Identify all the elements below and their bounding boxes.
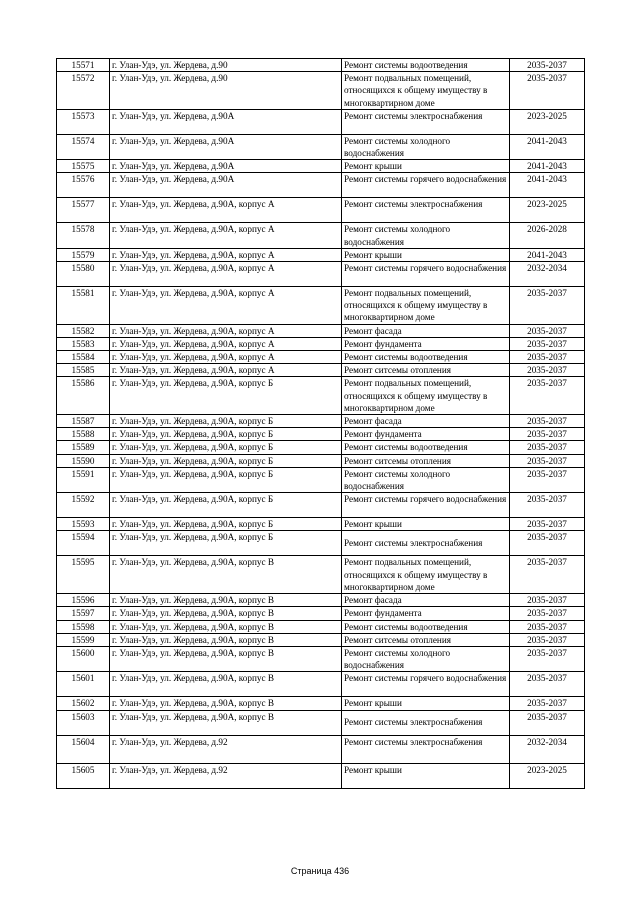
row-work-type: Ремонт системы водоотведения	[342, 59, 510, 72]
row-work-type: Ремонт системы горячего водоснабжения	[342, 672, 510, 697]
row-work-type: Ремонт системы электроснабжения	[342, 109, 510, 134]
row-id: 15581	[57, 287, 110, 325]
row-period: 2035-2037	[510, 672, 585, 697]
row-id: 15589	[57, 441, 110, 454]
row-period: 2035-2037	[510, 467, 585, 492]
row-period: 2023-2025	[510, 763, 585, 788]
row-period: 2032-2034	[510, 262, 585, 287]
row-period: 2035-2037	[510, 646, 585, 671]
row-id: 15580	[57, 262, 110, 287]
row-address: г. Улан-Удэ, ул. Жердева, д.90А, корпус Б	[110, 493, 342, 518]
table-row	[57, 134, 585, 159]
row-work-type: Ремонт подвальных помещений, относящихся к общему имуществу в многоквартирном доме	[342, 556, 510, 594]
row-period: 2035-2037	[510, 493, 585, 518]
table-row	[57, 531, 585, 556]
row-id: 15572	[57, 72, 110, 110]
row-address: г. Улан-Удэ, ул. Жердева, д.90А, корпус А	[110, 198, 342, 223]
row-work-type: Ремонт системы электроснабжения	[342, 710, 510, 735]
row-work-type: Ремонт фасада	[342, 324, 510, 337]
row-period: 2035-2037	[510, 594, 585, 607]
row-work-type: Ремонт крыши	[342, 763, 510, 788]
row-id: 15578	[57, 223, 110, 248]
table-row	[57, 377, 585, 415]
row-work-type: Ремонт системы холодного водоснабжения	[342, 223, 510, 248]
table-row	[57, 594, 585, 607]
table-row	[57, 620, 585, 633]
row-id: 15588	[57, 428, 110, 441]
row-period: 2023-2025	[510, 109, 585, 134]
row-id: 15603	[57, 710, 110, 735]
row-work-type: Ремонт системы холодного водоснабжения	[342, 646, 510, 671]
row-id: 15591	[57, 467, 110, 492]
row-period: 2032-2034	[510, 735, 585, 763]
row-address: г. Улан-Удэ, ул. Жердева, д.90А, корпус А	[110, 337, 342, 350]
table-row	[57, 173, 585, 198]
row-address: г. Улан-Удэ, ул. Жердева, д.90А, корпус Б	[110, 531, 342, 556]
row-period: 2041-2043	[510, 248, 585, 261]
row-id: 15597	[57, 607, 110, 620]
table-row	[57, 697, 585, 710]
table-row	[57, 710, 585, 735]
row-period: 2035-2037	[510, 59, 585, 72]
row-address: г. Улан-Удэ, ул. Жердева, д.90	[110, 59, 342, 72]
row-id: 15601	[57, 672, 110, 697]
row-address: г. Улан-Удэ, ул. Жердева, д.90А	[110, 173, 342, 198]
row-work-type: Ремонт крыши	[342, 160, 510, 173]
table-row	[57, 198, 585, 223]
row-address: г. Улан-Удэ, ул. Жердева, д.90А, корпус А	[110, 364, 342, 377]
row-id: 15574	[57, 134, 110, 159]
row-work-type: Ремонт фасада	[342, 594, 510, 607]
row-id: 15600	[57, 646, 110, 671]
row-address: г. Улан-Удэ, ул. Жердева, д.90А, корпус А	[110, 248, 342, 261]
row-address: г. Улан-Удэ, ул. Жердева, д.90А, корпус Б	[110, 441, 342, 454]
row-period: 2035-2037	[510, 556, 585, 594]
table-row	[57, 59, 585, 72]
row-address: г. Улан-Удэ, ул. Жердева, д.90А, корпус В	[110, 672, 342, 697]
row-work-type: Ремонт подвальных помещений, относящихся к общему имуществу в многоквартирном доме	[342, 377, 510, 415]
row-work-type: Ремонт подвальных помещений, относящихся к общему имуществу в многоквартирном доме	[342, 72, 510, 110]
row-work-type: Ремонт системы электроснабжения	[342, 198, 510, 223]
row-period: 2035-2037	[510, 531, 585, 556]
table-row	[57, 248, 585, 261]
row-period: 2035-2037	[510, 518, 585, 531]
table-row	[57, 454, 585, 467]
row-period: 2035-2037	[510, 441, 585, 454]
row-period: 2035-2037	[510, 428, 585, 441]
row-id: 15598	[57, 620, 110, 633]
row-work-type: Ремонт крыши	[342, 248, 510, 261]
table-row	[57, 633, 585, 646]
row-id: 15586	[57, 377, 110, 415]
row-period: 2035-2037	[510, 710, 585, 735]
row-address: г. Улан-Удэ, ул. Жердева, д.90А, корпус А	[110, 324, 342, 337]
row-work-type: Ремонт системы электроснабжения	[342, 735, 510, 763]
row-period: 2035-2037	[510, 324, 585, 337]
row-address: г. Улан-Удэ, ул. Жердева, д.90А, корпус А	[110, 351, 342, 364]
row-period: 2035-2037	[510, 337, 585, 350]
table-row	[57, 160, 585, 173]
row-period: 2035-2037	[510, 72, 585, 110]
row-id: 15599	[57, 633, 110, 646]
row-work-type: Ремонт фундамента	[342, 607, 510, 620]
table-row	[57, 72, 585, 110]
table-row	[57, 223, 585, 248]
row-work-type: Ремонт фасада	[342, 415, 510, 428]
table-row	[57, 493, 585, 518]
table-body	[57, 59, 585, 789]
row-period: 2035-2037	[510, 415, 585, 428]
row-work-type: Ремонт крыши	[342, 697, 510, 710]
row-address: г. Улан-Удэ, ул. Жердева, д.90А, корпус Б	[110, 377, 342, 415]
row-id: 15579	[57, 248, 110, 261]
row-work-type: Ремонт системы холодного водоснабжения	[342, 134, 510, 159]
row-address: г. Улан-Удэ, ул. Жердева, д.90А, корпус Б	[110, 454, 342, 467]
row-work-type: Ремонт системы водоотведения	[342, 620, 510, 633]
row-id: 15595	[57, 556, 110, 594]
row-address: г. Улан-Удэ, ул. Жердева, д.90А, корпус В	[110, 607, 342, 620]
row-address: г. Улан-Удэ, ул. Жердева, д.90А, корпус Б	[110, 518, 342, 531]
row-address: г. Улан-Удэ, ул. Жердева, д.90А	[110, 109, 342, 134]
row-address: г. Улан-Удэ, ул. Жердева, д.90А, корпус В	[110, 710, 342, 735]
row-work-type: Ремонт системы горячего водоснабжения	[342, 262, 510, 287]
row-id: 15590	[57, 454, 110, 467]
row-id: 15596	[57, 594, 110, 607]
row-id: 15594	[57, 531, 110, 556]
row-work-type: Ремонт фундамента	[342, 337, 510, 350]
row-period: 2035-2037	[510, 633, 585, 646]
row-id: 15583	[57, 337, 110, 350]
row-address: г. Улан-Удэ, ул. Жердева, д.90А, корпус В	[110, 620, 342, 633]
table-row	[57, 607, 585, 620]
row-address: г. Улан-Удэ, ул. Жердева, д.90А, корпус В	[110, 594, 342, 607]
row-period: 2041-2043	[510, 173, 585, 198]
row-id: 15604	[57, 735, 110, 763]
row-address: г. Улан-Удэ, ул. Жердева, д.90А, корпус В	[110, 633, 342, 646]
row-work-type: Ремонт подвальных помещений, относящихся к общему имуществу в многоквартирном доме	[342, 287, 510, 325]
row-period: 2023-2025	[510, 198, 585, 223]
row-work-type: Ремонт системы электроснабжения	[342, 531, 510, 556]
table-row	[57, 262, 585, 287]
row-address: г. Улан-Удэ, ул. Жердева, д.90А, корпус В	[110, 697, 342, 710]
row-id: 15585	[57, 364, 110, 377]
row-id: 15602	[57, 697, 110, 710]
row-id: 15593	[57, 518, 110, 531]
row-period: 2035-2037	[510, 364, 585, 377]
table-row	[57, 351, 585, 364]
table-row	[57, 763, 585, 788]
table-row	[57, 428, 585, 441]
row-address: г. Улан-Удэ, ул. Жердева, д.90А	[110, 160, 342, 173]
table-row	[57, 646, 585, 671]
row-id: 15582	[57, 324, 110, 337]
row-address: г. Улан-Удэ, ул. Жердева, д.90А, корпус В	[110, 556, 342, 594]
row-address: г. Улан-Удэ, ул. Жердева, д.92	[110, 763, 342, 788]
row-address: г. Улан-Удэ, ул. Жердева, д.90А, корпус Б	[110, 428, 342, 441]
row-period: 2035-2037	[510, 620, 585, 633]
page-number: Страница 436	[290, 866, 350, 876]
row-address: г. Улан-Удэ, ул. Жердева, д.90А, корпус В	[110, 646, 342, 671]
table-row	[57, 441, 585, 454]
row-id: 15573	[57, 109, 110, 134]
row-address: г. Улан-Удэ, ул. Жердева, д.90А, корпус А	[110, 223, 342, 248]
row-address: г. Улан-Удэ, ул. Жердева, д.90	[110, 72, 342, 110]
row-id: 15605	[57, 763, 110, 788]
row-period: 2035-2037	[510, 607, 585, 620]
row-address: г. Улан-Удэ, ул. Жердева, д.90А, корпус Б	[110, 415, 342, 428]
table-row	[57, 415, 585, 428]
table-row	[57, 324, 585, 337]
row-period: 2035-2037	[510, 287, 585, 325]
table-row	[57, 672, 585, 697]
row-work-type: Ремонт ситсемы отопления	[342, 633, 510, 646]
row-address: г. Улан-Удэ, ул. Жердева, д.90А	[110, 134, 342, 159]
row-work-type: Ремонт фундамента	[342, 428, 510, 441]
row-work-type: Ремонт системы горячего водоснабжения	[342, 493, 510, 518]
row-id: 15576	[57, 173, 110, 198]
row-id: 15577	[57, 198, 110, 223]
row-address: г. Улан-Удэ, ул. Жердева, д.90А, корпус А	[110, 262, 342, 287]
table-row	[57, 467, 585, 492]
table-row	[57, 556, 585, 594]
table-row	[57, 518, 585, 531]
table-row	[57, 735, 585, 763]
table-row	[57, 364, 585, 377]
row-work-type: Ремонт ситсемы отопления	[342, 364, 510, 377]
row-work-type: Ремонт системы водоотведения	[342, 351, 510, 364]
row-id: 15587	[57, 415, 110, 428]
row-period: 2035-2037	[510, 351, 585, 364]
row-work-type: Ремонт ситсемы отопления	[342, 454, 510, 467]
row-period: 2041-2043	[510, 160, 585, 173]
row-address: г. Улан-Удэ, ул. Жердева, д.90А, корпус Б	[110, 467, 342, 492]
row-work-type: Ремонт системы водоотведения	[342, 441, 510, 454]
row-period: 2035-2037	[510, 454, 585, 467]
row-work-type: Ремонт системы холодного водоснабжения	[342, 467, 510, 492]
row-work-type: Ремонт системы горячего водоснабжения	[342, 173, 510, 198]
row-work-type: Ремонт крыши	[342, 518, 510, 531]
row-period: 2041-2043	[510, 134, 585, 159]
row-id: 15584	[57, 351, 110, 364]
row-period: 2035-2037	[510, 377, 585, 415]
table-row	[57, 337, 585, 350]
row-address: г. Улан-Удэ, ул. Жердева, д.90А, корпус А	[110, 287, 342, 325]
table-row	[57, 287, 585, 325]
row-address: г. Улан-Удэ, ул. Жердева, д.92	[110, 735, 342, 763]
row-id: 15592	[57, 493, 110, 518]
row-period: 2026-2028	[510, 223, 585, 248]
table-row	[57, 109, 585, 134]
row-id: 15571	[57, 59, 110, 72]
row-period: 2035-2037	[510, 697, 585, 710]
row-id: 15575	[57, 160, 110, 173]
capital-repair-table	[56, 58, 585, 789]
